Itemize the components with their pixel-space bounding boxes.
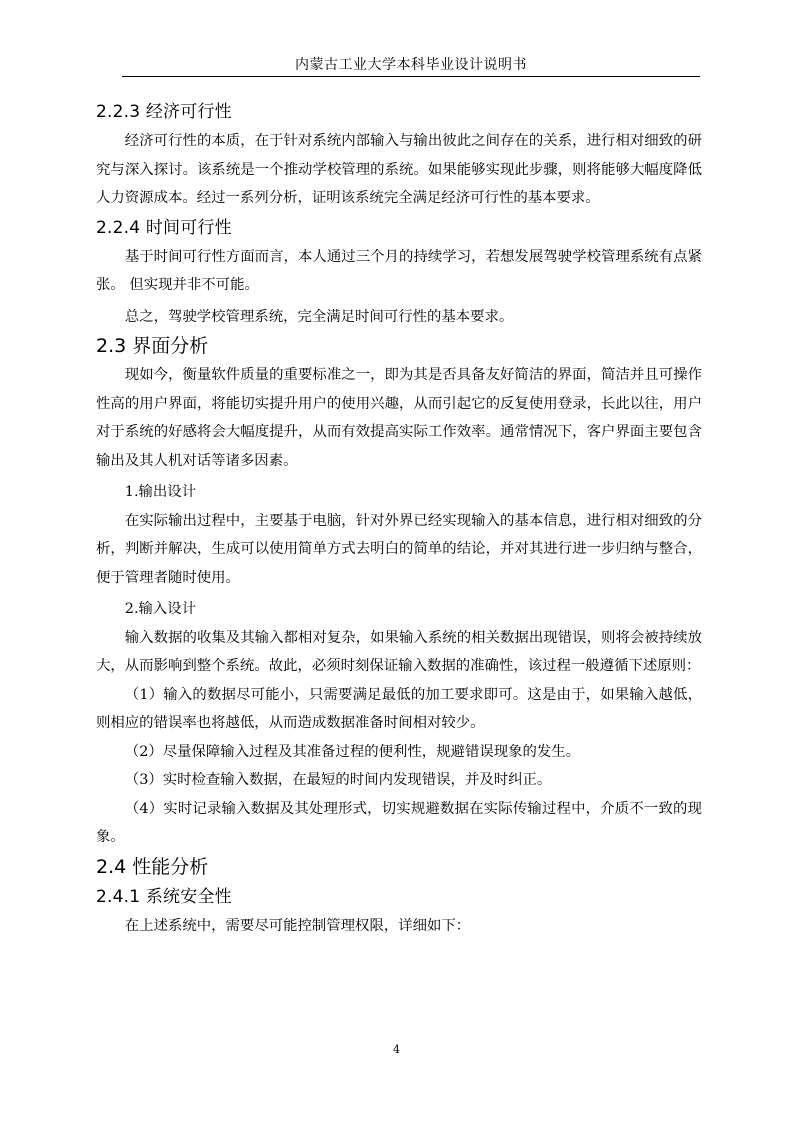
section-heading-2-4: 2.4 性能分析	[96, 855, 209, 878]
page-header: 内蒙古工业大学本科毕业设计说明书	[295, 57, 527, 73]
subheading-input-design: 2.输入设计	[124, 601, 197, 617]
list-item: （3）实时检查输入数据，在最短的时间内发现错误，并及时纠正。	[124, 772, 552, 788]
paragraph: 在实际输出过程中，主要基于电脑，针对外界已经实现输入的基本信息，进行相对细致的分析，判断并解决，生成可以使用简单方式去明白的简单的结论，并对其进行进一步归纳与整合，便于管理者随时使用。	[96, 512, 702, 586]
header-divider	[122, 76, 700, 77]
list-item: （2）尽量保障输入过程及其准备过程的便利性，规避错误现象的发生。	[124, 743, 581, 760]
section-heading-2-4-1: 2.4.1 系统安全性	[96, 886, 232, 907]
list-item: （1）输入的数据尽可能小，只需要满足最低的加工要求即可。这是由于，如果输入越低，则相应的错误率也将越低，从而造成数据准备时间相对较少。	[96, 686, 702, 731]
section-heading-2-3: 2.3 界面分析	[96, 335, 209, 357]
paragraph: 基于时间可行性方面而言，本人通过三个月的持续学习，若想发展驾驶学校管理系统有点紧张。 但实现并非不可能。	[96, 248, 702, 293]
section-heading-2-2-4: 2.2.4 时间可行性	[96, 217, 232, 238]
document-body	[96, 97, 702, 940]
page-number: 4	[393, 1043, 400, 1056]
paragraph: 经济可行性的本质，在于针对系统内部输入与输出彼此之间存在的关系，进行相对细致的研究与深入探讨。该系统是一个推动学校管理的系统。如果能够实现此步骤，则将能够大幅度降低人力资源成本。经过一系列分析，证明该系统完全满足经济可行性的基本要求。	[96, 133, 702, 206]
paragraph: 输入数据的收集及其输入都相对复杂，如果输入系统的相关数据出现错误，则将会被持续放大，从而影响到整个系统。故此，必须时刻保证输入数据的准确性，该过程一般遵循下述原则：	[96, 629, 702, 674]
paragraph: 现如今，衡量软件质量的重要标准之一，即为其是否具备友好简洁的界面，简洁并且可操作性高的用户界面，将能切实提升用户的使用兴趣，从而引起它的反复使用登录，长此以往，用户对于系统的好感将会大幅度提升，从而有效提高实际工作效率。通常情况下，客户界面主要包含输出及其人机对话等诸多因素。	[96, 367, 702, 469]
subheading-output-design: 1.输出设计	[124, 484, 197, 500]
section-heading-2-2-3: 2.2.3 经济可行性	[96, 102, 232, 122]
paragraph: 在上述系统中，需要尽可能控制管理权限，详细如下：	[124, 917, 471, 934]
list-item: （4）实时记录输入数据及其处理形式，切实规避数据在实际传输过程中，介质不一致的现象。	[96, 800, 702, 845]
paragraph: 总之，驾驶学校管理系统，完全满足时间可行性的基本要求。	[124, 308, 514, 325]
